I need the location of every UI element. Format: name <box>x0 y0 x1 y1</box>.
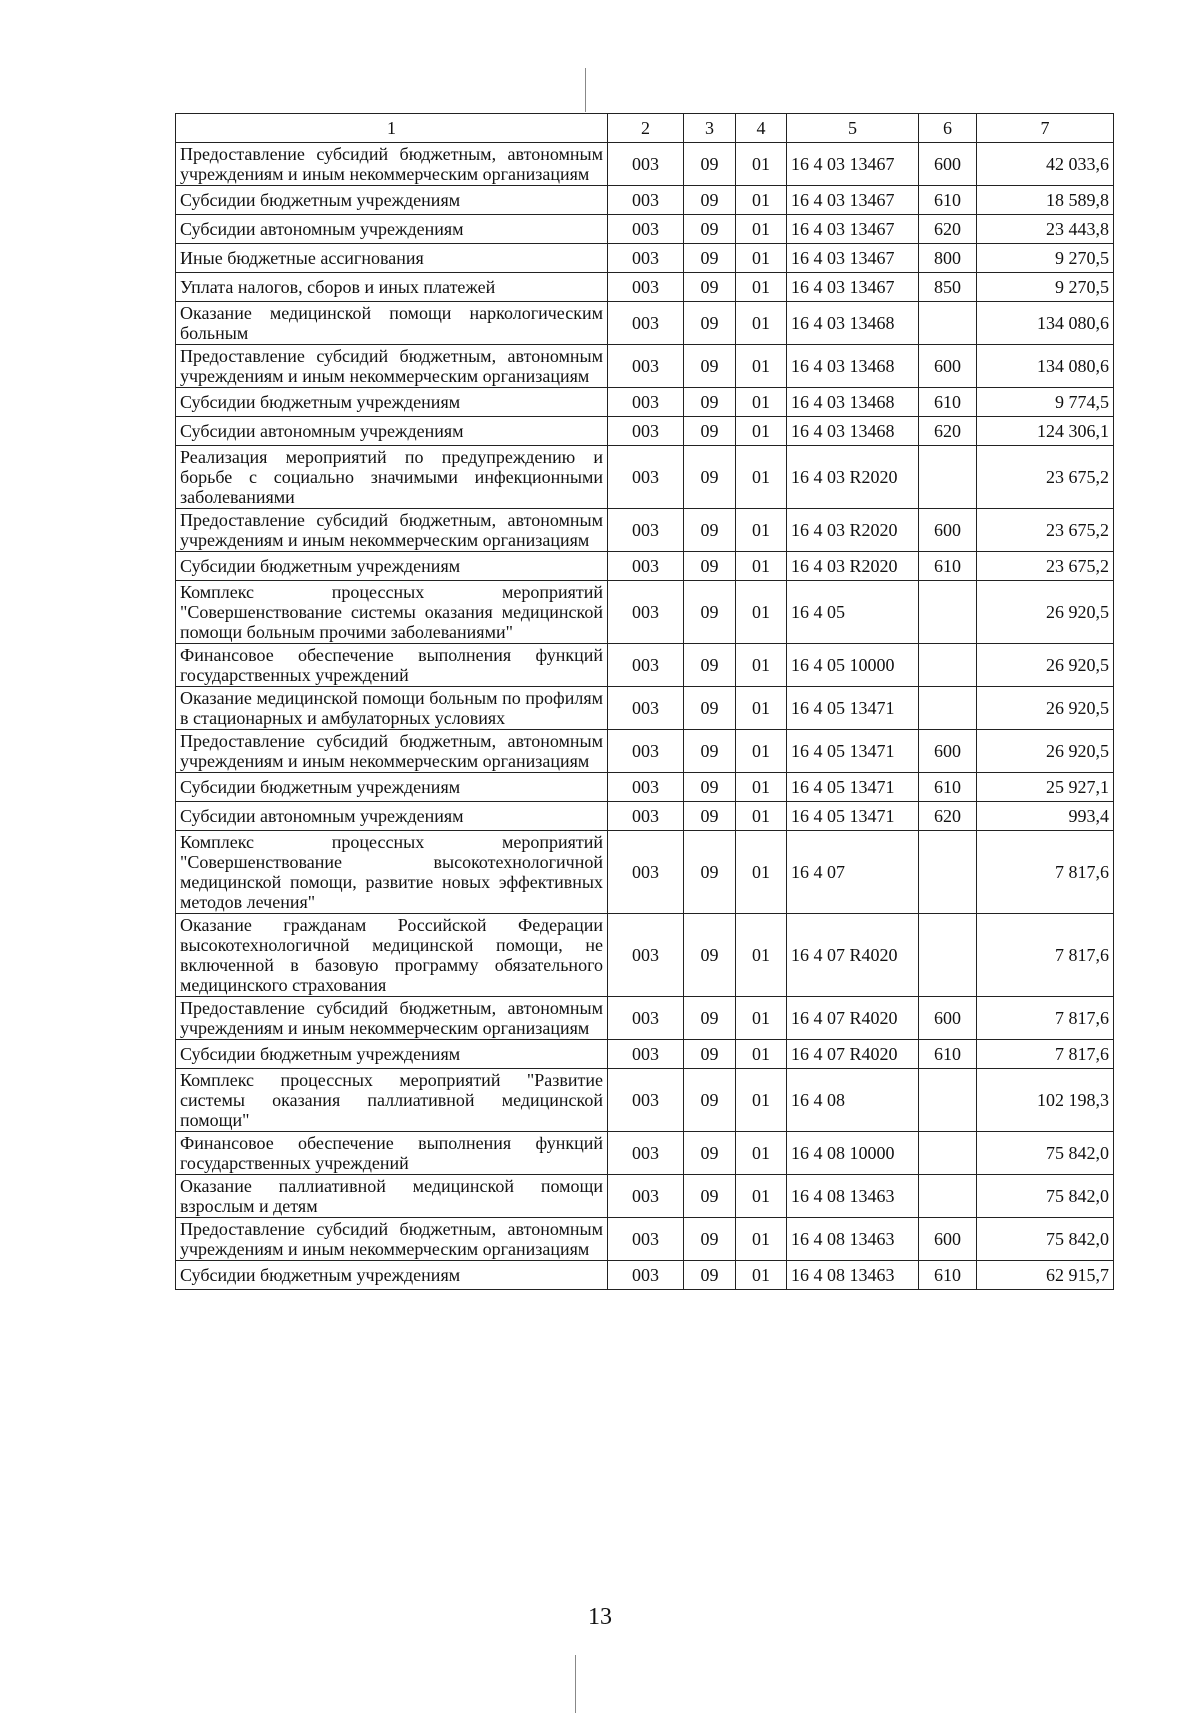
table-row <box>176 244 1114 273</box>
amount-cell: 23 675,2 <box>977 552 1114 581</box>
ministry-code-cell: 003 <box>608 802 684 831</box>
subsection-code-cell: 01 <box>736 273 787 302</box>
subsection-code-cell: 01 <box>736 143 787 186</box>
section-code-cell: 09 <box>684 186 736 215</box>
ministry-code-cell: 003 <box>608 345 684 388</box>
amount-cell: 75 842,0 <box>977 1218 1114 1261</box>
row-name-cell: Субсидии бюджетным учреждениям <box>176 186 608 215</box>
section-code-cell: 09 <box>684 687 736 730</box>
ministry-code-cell: 003 <box>608 388 684 417</box>
amount-cell: 25 927,1 <box>977 773 1114 802</box>
row-name-cell: Комплекс процессных мероприятий "Совершенствование системы оказания медицинской помощи больным прочими заболеваниями" <box>176 581 608 644</box>
subsection-code-cell: 01 <box>736 446 787 509</box>
amount-cell: 9 774,5 <box>977 388 1114 417</box>
section-code-cell: 09 <box>684 1069 736 1132</box>
expense-type-cell: 600 <box>919 345 977 388</box>
column-header-7: 7 <box>977 114 1114 143</box>
target-article-cell: 16 4 05 13471 <box>787 773 919 802</box>
ministry-code-cell: 003 <box>608 730 684 773</box>
subsection-code-cell: 01 <box>736 644 787 687</box>
table-header <box>176 114 1114 143</box>
target-article-cell: 16 4 07 R4020 <box>787 914 919 997</box>
expense-type-cell: 620 <box>919 417 977 446</box>
amount-cell: 7 817,6 <box>977 997 1114 1040</box>
subsection-code-cell: 01 <box>736 1040 787 1069</box>
table-body <box>176 143 1114 1290</box>
expense-type-cell: 620 <box>919 802 977 831</box>
column-header-4: 4 <box>736 114 787 143</box>
ministry-code-cell: 003 <box>608 644 684 687</box>
row-name-cell: Оказание паллиативной медицинской помощи взрослым и детям <box>176 1175 608 1218</box>
expense-type-cell: 610 <box>919 1040 977 1069</box>
ministry-code-cell: 003 <box>608 1040 684 1069</box>
row-name-cell: Реализация мероприятий по предупреждению и борьбе с социально значимыми инфекционными заболеваниями <box>176 446 608 509</box>
subsection-code-cell: 01 <box>736 302 787 345</box>
expense-type-cell: 800 <box>919 244 977 273</box>
page-number: 13 <box>588 1604 612 1630</box>
section-code-cell: 09 <box>684 581 736 644</box>
amount-cell: 9 270,5 <box>977 244 1114 273</box>
ministry-code-cell: 003 <box>608 446 684 509</box>
amount-cell: 7 817,6 <box>977 831 1114 914</box>
table-row <box>176 302 1114 345</box>
expense-type-cell <box>919 1069 977 1132</box>
table-row <box>176 345 1114 388</box>
amount-cell: 26 920,5 <box>977 581 1114 644</box>
subsection-code-cell: 01 <box>736 1218 787 1261</box>
subsection-code-cell: 01 <box>736 831 787 914</box>
ministry-code-cell: 003 <box>608 1218 684 1261</box>
target-article-cell: 16 4 05 13471 <box>787 802 919 831</box>
section-code-cell: 09 <box>684 997 736 1040</box>
section-code-cell: 09 <box>684 1132 736 1175</box>
section-code-cell: 09 <box>684 914 736 997</box>
subsection-code-cell: 01 <box>736 509 787 552</box>
table-row <box>176 1040 1114 1069</box>
expense-type-cell: 600 <box>919 509 977 552</box>
row-name-cell: Субсидии автономным учреждениям <box>176 215 608 244</box>
table-row <box>176 1132 1114 1175</box>
table-row <box>176 552 1114 581</box>
amount-cell: 124 306,1 <box>977 417 1114 446</box>
section-code-cell: 09 <box>684 831 736 914</box>
ministry-code-cell: 003 <box>608 417 684 446</box>
table-row <box>176 1069 1114 1132</box>
row-name-cell: Иные бюджетные ассигнования <box>176 244 608 273</box>
amount-cell: 134 080,6 <box>977 302 1114 345</box>
target-article-cell: 16 4 03 R2020 <box>787 509 919 552</box>
section-code-cell: 09 <box>684 215 736 244</box>
ministry-code-cell: 003 <box>608 773 684 802</box>
table-row <box>176 1261 1114 1290</box>
expense-type-cell <box>919 914 977 997</box>
amount-cell: 23 675,2 <box>977 509 1114 552</box>
subsection-code-cell: 01 <box>736 773 787 802</box>
expense-type-cell: 600 <box>919 730 977 773</box>
target-article-cell: 16 4 08 13463 <box>787 1218 919 1261</box>
table-row <box>176 1175 1114 1218</box>
target-article-cell: 16 4 03 13467 <box>787 215 919 244</box>
target-article-cell: 16 4 03 13468 <box>787 345 919 388</box>
expense-type-cell <box>919 687 977 730</box>
ministry-code-cell: 003 <box>608 302 684 345</box>
row-name-cell: Субсидии автономным учреждениям <box>176 417 608 446</box>
expense-type-cell: 600 <box>919 143 977 186</box>
amount-cell: 102 198,3 <box>977 1069 1114 1132</box>
ministry-code-cell: 003 <box>608 687 684 730</box>
section-code-cell: 09 <box>684 417 736 446</box>
table-row <box>176 509 1114 552</box>
table-row <box>176 914 1114 997</box>
column-header-6: 6 <box>919 114 977 143</box>
section-code-cell: 09 <box>684 1218 736 1261</box>
expense-type-cell: 610 <box>919 1261 977 1290</box>
subsection-code-cell: 01 <box>736 914 787 997</box>
row-name-cell: Предоставление субсидий бюджетным, автономным учреждениям и иным некоммерческим организациям <box>176 1218 608 1261</box>
budget-table <box>175 113 1114 1290</box>
section-code-cell: 09 <box>684 446 736 509</box>
row-name-cell: Оказание медицинской помощи наркологическим больным <box>176 302 608 345</box>
section-code-cell: 09 <box>684 552 736 581</box>
ministry-code-cell: 003 <box>608 186 684 215</box>
section-code-cell: 09 <box>684 388 736 417</box>
ministry-code-cell: 003 <box>608 914 684 997</box>
section-code-cell: 09 <box>684 244 736 273</box>
section-code-cell: 09 <box>684 1175 736 1218</box>
expense-type-cell: 600 <box>919 997 977 1040</box>
row-name-cell: Комплекс процессных мероприятий "Совершенствование высокотехнологичной медицинской помощи, развитие новых эффективных методов лечения" <box>176 831 608 914</box>
target-article-cell: 16 4 05 13471 <box>787 687 919 730</box>
expense-type-cell <box>919 644 977 687</box>
subsection-code-cell: 01 <box>736 997 787 1040</box>
row-name-cell: Предоставление субсидий бюджетным, автономным учреждениям и иным некоммерческим организациям <box>176 509 608 552</box>
expense-type-cell <box>919 446 977 509</box>
target-article-cell: 16 4 03 13467 <box>787 143 919 186</box>
ministry-code-cell: 003 <box>608 1175 684 1218</box>
table-row <box>176 186 1114 215</box>
subsection-code-cell: 01 <box>736 1132 787 1175</box>
target-article-cell: 16 4 05 10000 <box>787 644 919 687</box>
table-row <box>176 802 1114 831</box>
ministry-code-cell: 003 <box>608 273 684 302</box>
target-article-cell: 16 4 07 R4020 <box>787 997 919 1040</box>
column-header-3: 3 <box>684 114 736 143</box>
ministry-code-cell: 003 <box>608 215 684 244</box>
target-article-cell: 16 4 08 13463 <box>787 1261 919 1290</box>
target-article-cell: 16 4 05 <box>787 581 919 644</box>
subsection-code-cell: 01 <box>736 244 787 273</box>
row-name-cell: Финансовое обеспечение выполнения функций государственных учреждений <box>176 644 608 687</box>
table-row <box>176 215 1114 244</box>
ministry-code-cell: 003 <box>608 581 684 644</box>
amount-cell: 7 817,6 <box>977 1040 1114 1069</box>
subsection-code-cell: 01 <box>736 417 787 446</box>
row-name-cell: Оказание гражданам Российской Федерации высокотехнологичной медицинской помощи, не включенной в базовую программу обязательного медицинского страхования <box>176 914 608 997</box>
ministry-code-cell: 003 <box>608 997 684 1040</box>
table-row <box>176 1218 1114 1261</box>
section-code-cell: 09 <box>684 345 736 388</box>
table-row <box>176 730 1114 773</box>
section-code-cell: 09 <box>684 509 736 552</box>
expense-type-cell: 610 <box>919 388 977 417</box>
section-code-cell: 09 <box>684 730 736 773</box>
subsection-code-cell: 01 <box>736 1261 787 1290</box>
target-article-cell: 16 4 03 13468 <box>787 302 919 345</box>
row-name-cell: Субсидии бюджетным учреждениям <box>176 1040 608 1069</box>
row-name-cell: Предоставление субсидий бюджетным, автономным учреждениям и иным некоммерческим организациям <box>176 345 608 388</box>
subsection-code-cell: 01 <box>736 215 787 244</box>
section-code-cell: 09 <box>684 1261 736 1290</box>
ministry-code-cell: 003 <box>608 244 684 273</box>
amount-cell: 23 443,8 <box>977 215 1114 244</box>
section-code-cell: 09 <box>684 273 736 302</box>
ministry-code-cell: 003 <box>608 552 684 581</box>
row-name-cell: Субсидии бюджетным учреждениям <box>176 1261 608 1290</box>
ministry-code-cell: 003 <box>608 831 684 914</box>
target-article-cell: 16 4 08 <box>787 1069 919 1132</box>
subsection-code-cell: 01 <box>736 1069 787 1132</box>
scan-mark-bottom <box>575 1655 576 1713</box>
table-row <box>176 446 1114 509</box>
subsection-code-cell: 01 <box>736 581 787 644</box>
subsection-code-cell: 01 <box>736 687 787 730</box>
table-row <box>176 581 1114 644</box>
amount-cell: 7 817,6 <box>977 914 1114 997</box>
row-name-cell: Комплекс процессных мероприятий "Развитие системы оказания паллиативной медицинской помощи" <box>176 1069 608 1132</box>
target-article-cell: 16 4 03 13467 <box>787 244 919 273</box>
section-code-cell: 09 <box>684 773 736 802</box>
expense-type-cell: 610 <box>919 186 977 215</box>
column-header-1: 1 <box>176 114 608 143</box>
header-row <box>176 114 1114 143</box>
target-article-cell: 16 4 03 13468 <box>787 417 919 446</box>
amount-cell: 26 920,5 <box>977 687 1114 730</box>
amount-cell: 75 842,0 <box>977 1175 1114 1218</box>
target-article-cell: 16 4 08 13463 <box>787 1175 919 1218</box>
target-article-cell: 16 4 07 R4020 <box>787 1040 919 1069</box>
table-row <box>176 417 1114 446</box>
expense-type-cell <box>919 831 977 914</box>
column-header-5: 5 <box>787 114 919 143</box>
table-row <box>176 273 1114 302</box>
ministry-code-cell: 003 <box>608 1261 684 1290</box>
section-code-cell: 09 <box>684 802 736 831</box>
section-code-cell: 09 <box>684 1040 736 1069</box>
expense-type-cell <box>919 302 977 345</box>
expense-type-cell: 620 <box>919 215 977 244</box>
ministry-code-cell: 003 <box>608 509 684 552</box>
subsection-code-cell: 01 <box>736 552 787 581</box>
row-name-cell: Предоставление субсидий бюджетным, автономным учреждениям и иным некоммерческим организациям <box>176 143 608 186</box>
ministry-code-cell: 003 <box>608 1069 684 1132</box>
table-row <box>176 831 1114 914</box>
target-article-cell: 16 4 03 R2020 <box>787 552 919 581</box>
amount-cell: 26 920,5 <box>977 730 1114 773</box>
target-article-cell: 16 4 08 10000 <box>787 1132 919 1175</box>
subsection-code-cell: 01 <box>736 388 787 417</box>
row-name-cell: Субсидии бюджетным учреждениям <box>176 552 608 581</box>
row-name-cell: Субсидии автономным учреждениям <box>176 802 608 831</box>
ministry-code-cell: 003 <box>608 1132 684 1175</box>
row-name-cell: Субсидии бюджетным учреждениям <box>176 773 608 802</box>
table-row <box>176 143 1114 186</box>
target-article-cell: 16 4 03 13467 <box>787 273 919 302</box>
amount-cell: 993,4 <box>977 802 1114 831</box>
row-name-cell: Предоставление субсидий бюджетным, автономным учреждениям и иным некоммерческим организациям <box>176 730 608 773</box>
amount-cell: 26 920,5 <box>977 644 1114 687</box>
row-name-cell: Субсидии бюджетным учреждениям <box>176 388 608 417</box>
row-name-cell: Оказание медицинской помощи больным по профилям в стационарных и амбулаторных условиях <box>176 687 608 730</box>
expense-type-cell <box>919 581 977 644</box>
expense-type-cell: 850 <box>919 273 977 302</box>
ministry-code-cell: 003 <box>608 143 684 186</box>
amount-cell: 75 842,0 <box>977 1132 1114 1175</box>
target-article-cell: 16 4 05 13471 <box>787 730 919 773</box>
expense-type-cell <box>919 1175 977 1218</box>
subsection-code-cell: 01 <box>736 802 787 831</box>
row-name-cell: Уплата налогов, сборов и иных платежей <box>176 273 608 302</box>
target-article-cell: 16 4 03 13468 <box>787 388 919 417</box>
table-row <box>176 687 1114 730</box>
amount-cell: 62 915,7 <box>977 1261 1114 1290</box>
table-row <box>176 388 1114 417</box>
amount-cell: 134 080,6 <box>977 345 1114 388</box>
row-name-cell: Предоставление субсидий бюджетным, автономным учреждениям и иным некоммерческим организациям <box>176 997 608 1040</box>
section-code-cell: 09 <box>684 143 736 186</box>
table-row <box>176 773 1114 802</box>
subsection-code-cell: 01 <box>736 186 787 215</box>
amount-cell: 9 270,5 <box>977 273 1114 302</box>
amount-cell: 42 033,6 <box>977 143 1114 186</box>
target-article-cell: 16 4 03 R2020 <box>787 446 919 509</box>
amount-cell: 18 589,8 <box>977 186 1114 215</box>
column-header-2: 2 <box>608 114 684 143</box>
expense-type-cell: 610 <box>919 773 977 802</box>
subsection-code-cell: 01 <box>736 730 787 773</box>
row-name-cell: Финансовое обеспечение выполнения функций государственных учреждений <box>176 1132 608 1175</box>
subsection-code-cell: 01 <box>736 345 787 388</box>
table-row <box>176 644 1114 687</box>
table-row <box>176 997 1114 1040</box>
target-article-cell: 16 4 07 <box>787 831 919 914</box>
expense-type-cell: 600 <box>919 1218 977 1261</box>
subsection-code-cell: 01 <box>736 1175 787 1218</box>
scan-mark-top <box>585 68 586 112</box>
expense-type-cell: 610 <box>919 552 977 581</box>
section-code-cell: 09 <box>684 644 736 687</box>
amount-cell: 23 675,2 <box>977 446 1114 509</box>
section-code-cell: 09 <box>684 302 736 345</box>
expense-type-cell <box>919 1132 977 1175</box>
target-article-cell: 16 4 03 13467 <box>787 186 919 215</box>
